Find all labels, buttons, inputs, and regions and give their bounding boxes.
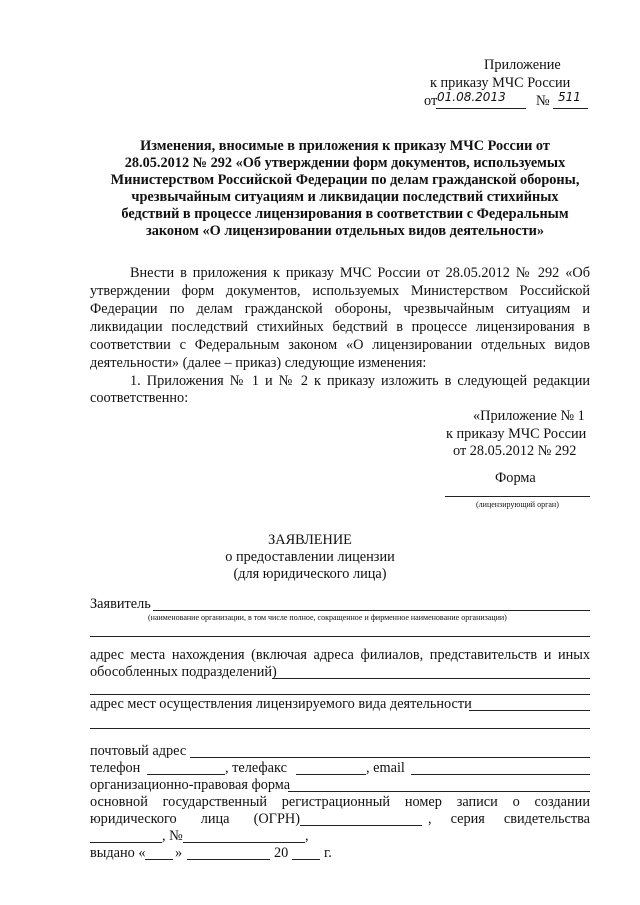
series-label: , серия свидетельства [428,811,590,827]
appendix-label: «Приложение № 1 [473,408,585,424]
body-line: Федерации по делам гражданской обороны, чрезвычайным ситуациям и [90,301,590,317]
issued-month-line[interactable] [187,859,270,860]
appendix-date-label: от 28.05.2012 № 292 [453,443,577,459]
body-line: соответственно: [90,390,189,406]
header-appendix-label: Приложение [484,57,561,73]
number-line[interactable] [183,842,305,843]
issued-day-line[interactable] [145,859,173,860]
header-number-handwritten: 511 [558,90,581,104]
fax-line[interactable] [296,774,366,775]
application-subtitle: о предоставлении лицензии [225,549,395,565]
document-title [90,138,600,240]
year-prefix: 20 [274,845,289,861]
series-line[interactable] [90,842,162,843]
applicant-line[interactable] [153,610,590,611]
form-label: Форма [495,470,536,486]
body-line: 1. Приложения № 1 и № 2 к приказу изложить в следующей редакции [130,373,590,389]
address-line[interactable] [272,678,590,679]
phone-line[interactable] [147,774,225,775]
address-label: адрес места нахождения (включая адреса филиалов, представительств и иных [90,647,590,663]
ogrn-line[interactable] [300,825,422,826]
header-date-handwritten: 01.08.2013 [437,90,506,104]
number-label: , № [162,828,183,844]
header-date-line [436,108,526,109]
body-line: утверждении форм документов, используемых Министерством Российской [90,283,590,299]
body-line: Внести в приложения к приказу МЧС России от 28.05.2012 № 292 «Об [130,265,590,281]
legal-form-label: организационно-правовая форма [90,777,291,793]
header-number-prefix: № [536,93,550,109]
year-suffix: г. [324,845,332,861]
title-line: бедствий в процессе лицензирования в соответствии с Федеральным [121,206,569,222]
comma: , [305,828,309,844]
issued-label: выдано « [90,845,146,861]
activity-address-line-2[interactable] [90,728,590,729]
address-label-2: обособленных подразделений) [90,664,277,680]
phone-label: телефон [90,760,141,776]
applicant-caption: (наименование организации, в том числе полное, сокращенное и фирменное наименование организации) [148,613,507,622]
email-label: , email [366,760,405,776]
title-line: Министерством Российской Федерации по делам гражданской обороны, [110,172,580,188]
postal-address-line[interactable] [190,757,590,758]
applicant-line-2[interactable] [90,636,590,637]
title-line: законом «О лицензировании отдельных видов деятельности» [145,223,545,239]
body-line: соответствии с Федеральным законом «О лицензировании отдельных видов [90,337,590,353]
legal-form-line[interactable] [288,791,590,792]
activity-address-line[interactable] [469,710,590,711]
ogrn-label: основной государственный регистрационный номер записи о создании [90,794,590,810]
postal-address-label: почтовый адрес [90,743,187,759]
title-line: 28.05.2012 № 292 «Об утверждении форм документов, используемых [124,155,566,171]
ogrn-label-2: юридического лица (ОГРН) [90,811,300,827]
header-order-label: к приказу МЧС России [430,75,571,91]
body-line: деятельности» (далее – приказ) следующие изменения: [90,355,427,371]
appendix-order-label: к приказу МЧС России [446,426,587,442]
issued-year-line[interactable] [292,859,320,860]
header-date-prefix: от [424,93,438,109]
header-number-line [553,108,588,109]
applicant-label: Заявитель [90,596,151,612]
application-title: ЗАЯВЛЕНИЕ [268,532,352,548]
authority-caption: (лицензирующий орган) [476,500,559,509]
fax-label: , телефакс [225,760,287,776]
body-line: ликвидации последствий стихийных бедствий в процессе лицензирования в [90,319,590,335]
activity-address-label: адрес мест осуществления лицензируемого вида деятельности [90,696,472,712]
email-line[interactable] [411,774,590,775]
application-subtitle: (для юридического лица) [233,566,387,582]
title-line: Изменения, вносимые в приложения к приказу МЧС России от [140,138,550,154]
authority-line [445,496,590,497]
address-line-2[interactable] [90,694,590,695]
title-line: чрезвычайным ситуациям и ликвидации последствий стихийных [131,189,559,205]
issued-quote: » [175,845,183,861]
